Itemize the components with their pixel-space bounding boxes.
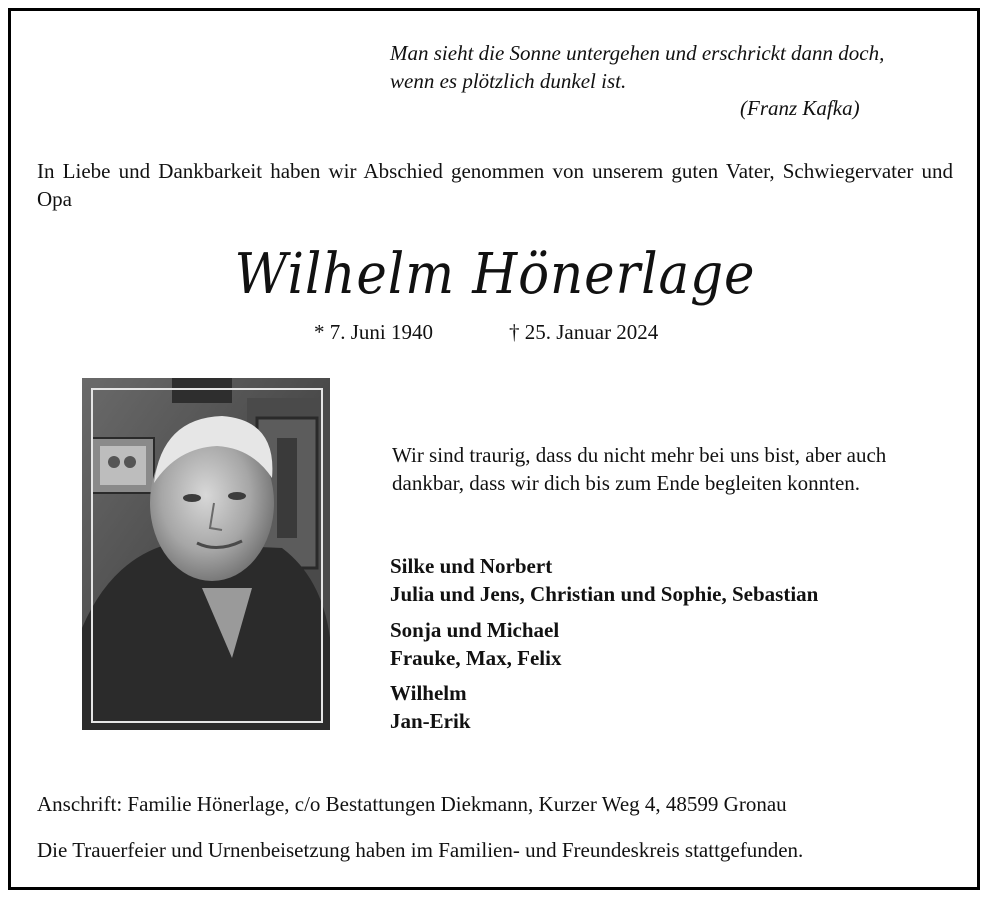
death-date: † 25. Januar 2024: [509, 320, 659, 344]
portrait-photo: [82, 378, 330, 730]
address-line: Anschrift: Familie Hönerlage, c/o Bestattungen Diekmann, Kurzer Weg 4, 48599 Gronau: [37, 792, 787, 816]
family-line: Sonja und Michael: [390, 618, 560, 642]
quote: [390, 39, 950, 95]
quote-line: wenn es plötzlich dunkel ist.: [390, 69, 627, 93]
family-group: [390, 552, 818, 608]
family-line: Jan-Erik: [390, 709, 471, 733]
thanks-text: [392, 441, 972, 497]
quote-line: Man sieht die Sonne untergehen und erschrickt dann doch,: [390, 41, 885, 65]
portrait-image: [82, 378, 330, 730]
quote-author: (Franz Kafka): [740, 96, 860, 120]
thanks-line: Wir sind traurig, dass du nicht mehr bei uns bist, aber auch: [392, 443, 887, 467]
family-group: [390, 679, 471, 735]
family-line: Silke und Norbert: [390, 554, 553, 578]
birth-date: * 7. Juni 1940: [314, 320, 434, 344]
family-line: Wilhelm: [390, 681, 467, 705]
family-line: Julia und Jens, Christian und Sophie, Sebastian: [390, 582, 819, 606]
ceremony-note: Die Trauerfeier und Urnenbeisetzung haben im Familien- und Freundeskreis stattgefunden.: [37, 838, 804, 862]
family-group: [390, 616, 561, 672]
family-line: Frauke, Max, Felix: [390, 646, 562, 670]
thanks-line: dankbar, dass wir dich bis zum Ende begleiten konnten.: [392, 471, 861, 495]
deceased-name: Wilhelm Hönerlage: [234, 242, 756, 307]
intro-text: In Liebe und Dankbarkeit haben wir Abschied genommen von unserem guten Vater, Schwiegervater und Opa: [37, 159, 953, 211]
